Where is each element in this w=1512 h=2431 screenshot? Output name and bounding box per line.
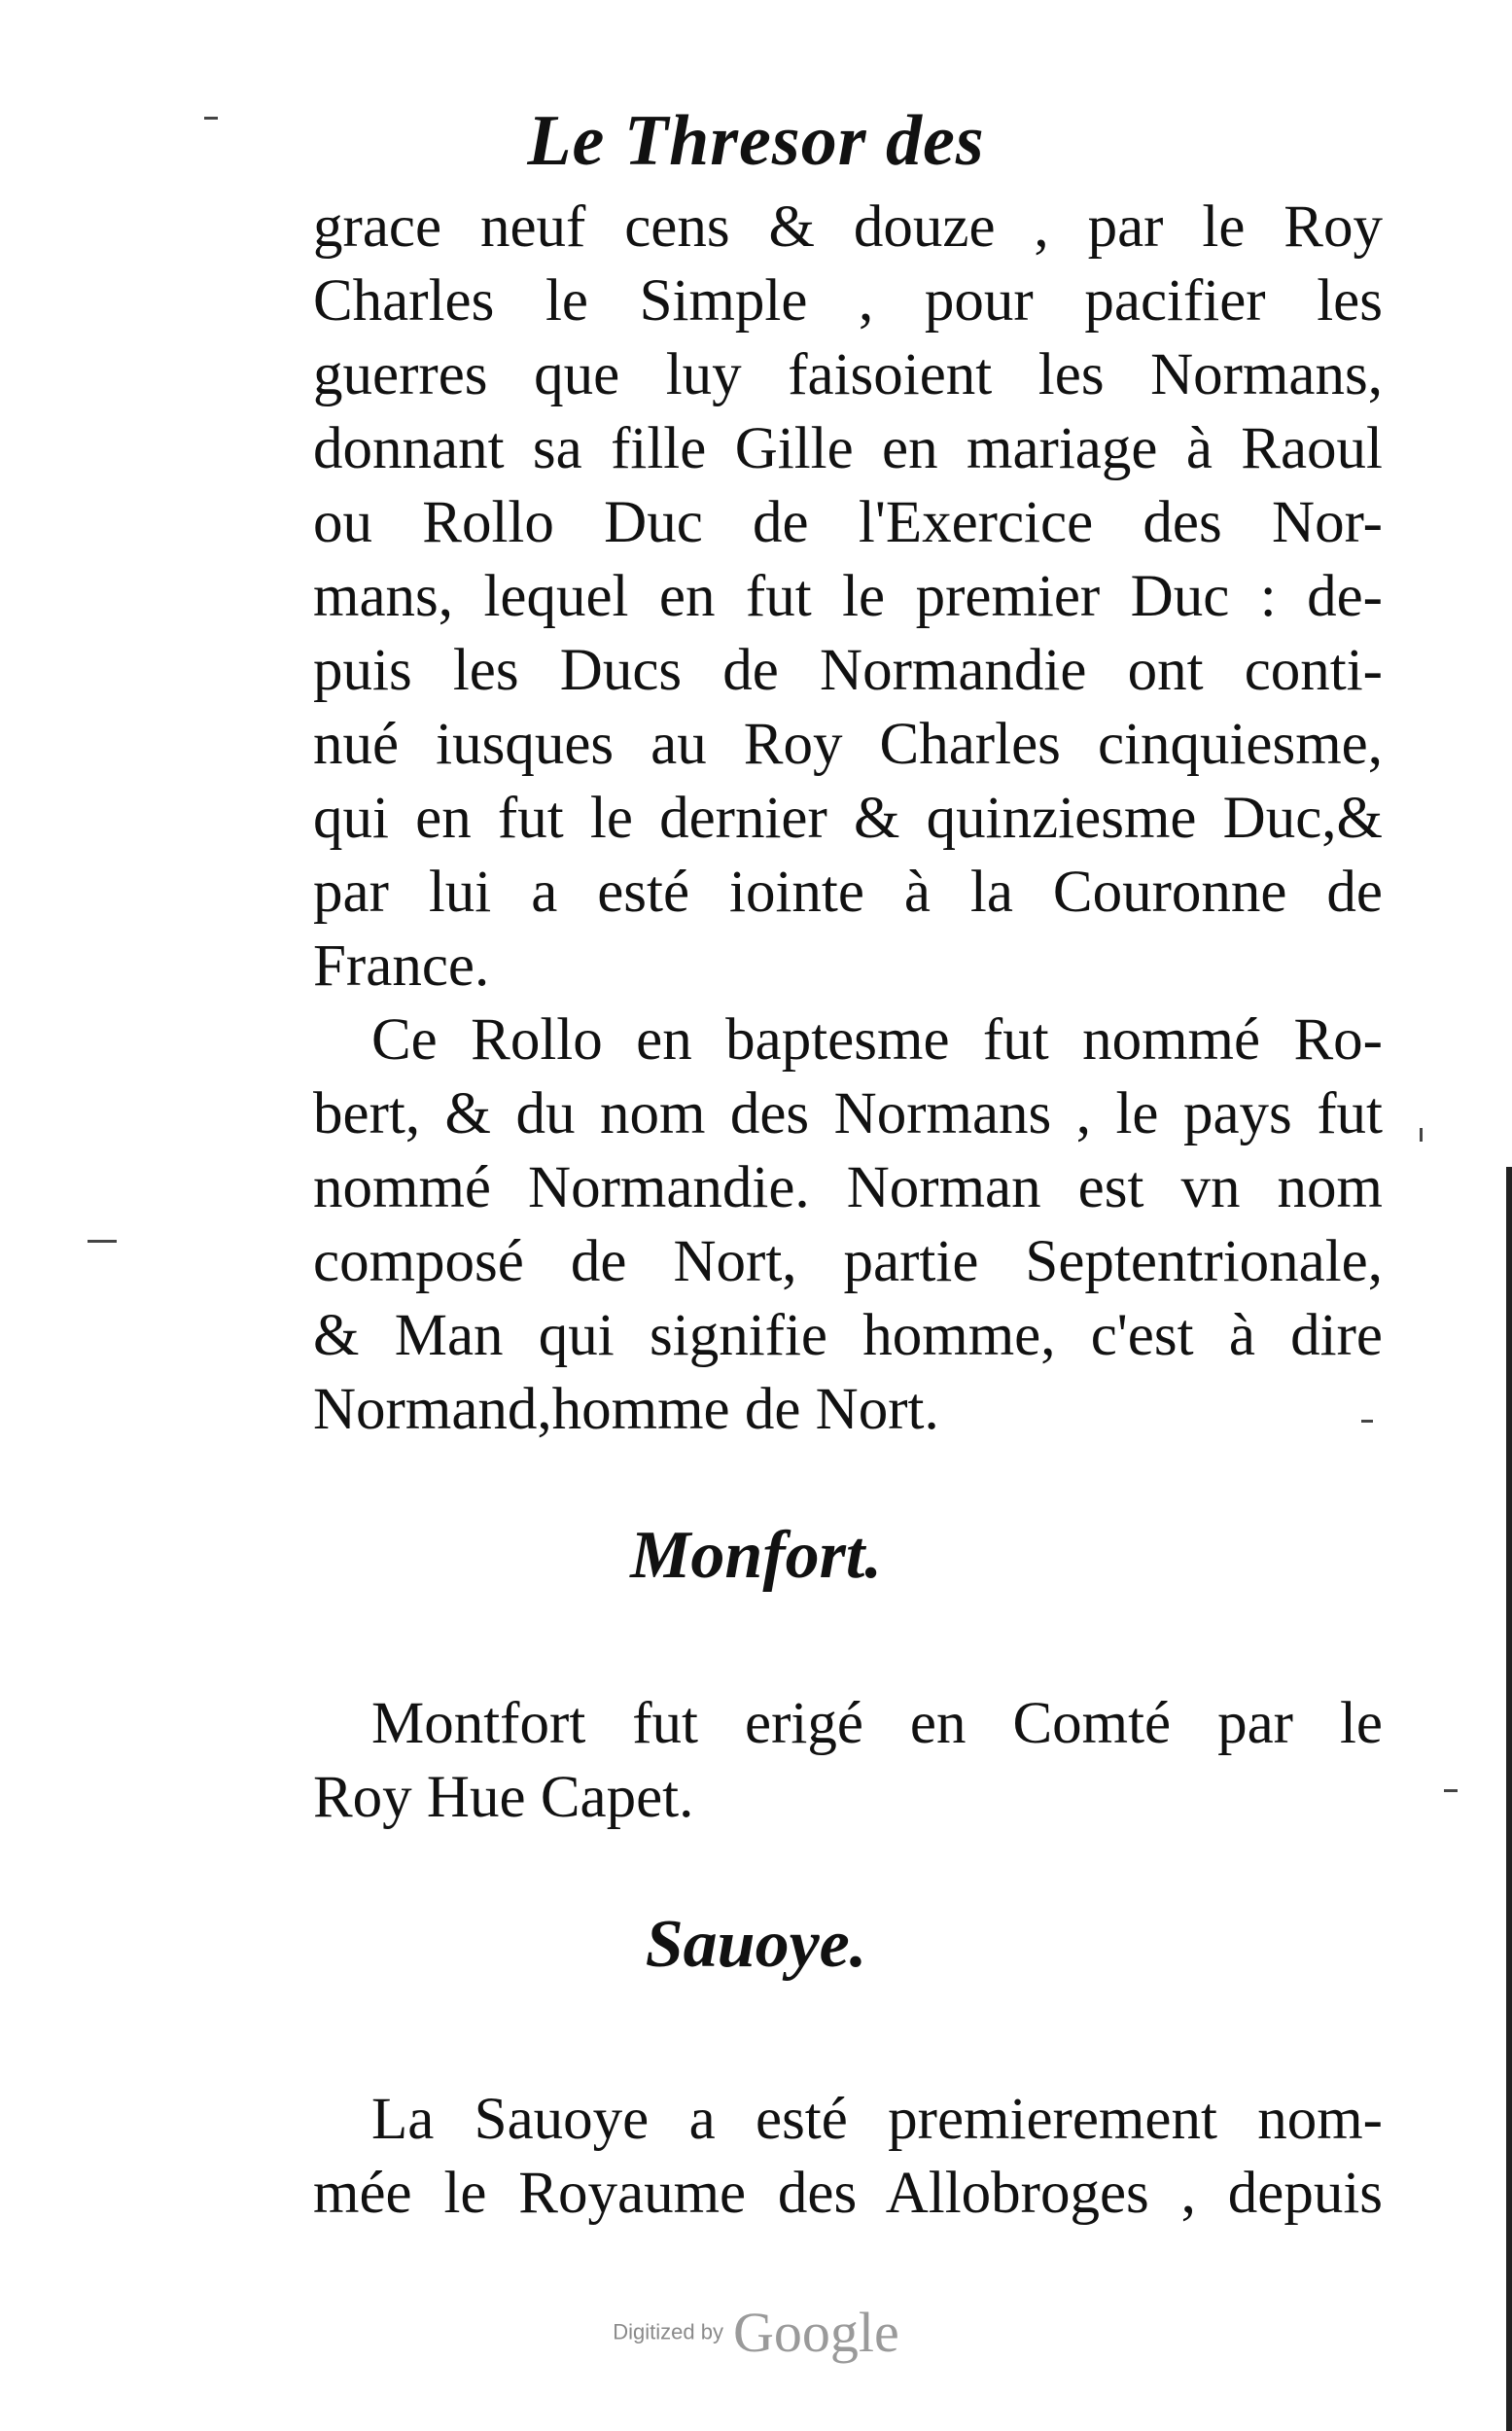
text-line: puis les Ducs de Normandie ont conti-: [313, 638, 1383, 703]
ink-speck: [1361, 1420, 1373, 1423]
text-line: par lui a esté iointe à la Couronne de: [313, 860, 1383, 925]
ink-speck: [1420, 1128, 1423, 1142]
text-line: Roy Hue Capet.: [313, 1765, 694, 1830]
text-line: composé de Nort, partie Septentrionale,: [313, 1229, 1383, 1294]
text-line: La Sauoye a esté premierement nom-: [371, 2087, 1383, 2152]
digitized-label: Digitized by: [613, 2319, 723, 2344]
text-line: Montfort fut erigé en Comté par le: [371, 1691, 1383, 1756]
text-line: & Man qui signifie homme, c'est à dire: [313, 1303, 1383, 1368]
ink-speck: [88, 1240, 117, 1243]
paragraph-monfort: [313, 1687, 1383, 1835]
page-edge-shadow: [1506, 1167, 1512, 2431]
paragraph-normandie: [313, 191, 1383, 1004]
text-line: guerres que luy faisoient les Normans,: [313, 342, 1383, 407]
text-line: Normand,homme de Nort.: [313, 1377, 939, 1442]
paragraph-sauoye: [313, 2083, 1383, 2231]
text-line: donnant sa fille Gille en mariage à Raoul: [313, 416, 1383, 481]
paragraph-rollo: [313, 1004, 1383, 1447]
digitization-watermark: [0, 2300, 1512, 2365]
text-line: mée le Royaume des Allobroges , depuis: [313, 2161, 1383, 2226]
text-line: nué iusques au Roy Charles cinquiesme,: [313, 712, 1383, 777]
text-line: Ce Rollo en baptesme fut nommé Ro-: [371, 1007, 1383, 1073]
text-line: ou Rollo Duc de l'Exercice des Nor-: [313, 490, 1383, 555]
text-line: Charles le Simple , pour pacifier les: [313, 268, 1383, 334]
text-line: bert, & du nom des Normans , le pays fut: [313, 1081, 1383, 1146]
text-line: qui en fut le dernier & quinziesme Duc,&: [313, 786, 1383, 851]
ink-speck: [204, 117, 218, 120]
section-heading-monfort: Monfort.: [630, 1518, 882, 1593]
text-line: grace neuf cens & douze , par le Roy: [313, 194, 1383, 260]
text-line: France.: [313, 934, 490, 999]
text-line: nommé Normandie. Norman est vn nom: [313, 1155, 1383, 1220]
running-head: Le Thresor des: [527, 101, 985, 181]
section-heading-sauoye: Sauoye.: [645, 1907, 867, 1982]
google-logo: Google: [732, 2301, 899, 2364]
text-line: mans, lequel en fut le premier Duc : de-: [313, 564, 1383, 629]
ink-speck: [1444, 1789, 1458, 1792]
